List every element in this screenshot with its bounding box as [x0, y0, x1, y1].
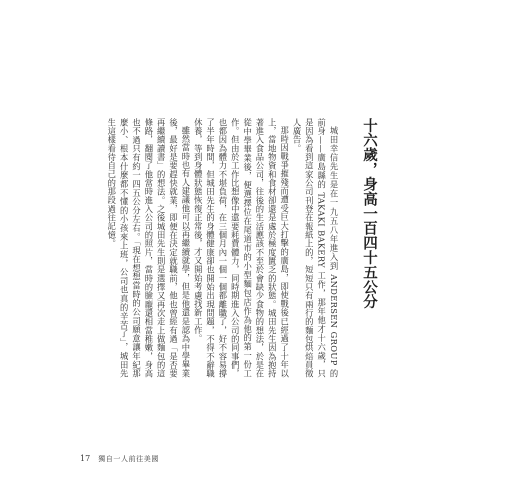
chapter-heading: 十六歲，身高一百四十五公分: [361, 118, 377, 310]
page-number: 17: [80, 454, 91, 463]
paragraph: 雖然當時也有人建議他可以再繼續就學，但是他還是認為中學畢業後，最好是要趕快就業，即便在決定就職前，他也曾經有過「是否要再繼續讀書」的想法。之後城田先生則是選擇又再次走上做麵包的這條路，翻閱了他當時進入公司的照片，當時的臉龐還相當稚嫩，身高也不過只有約一四五公分左右。「現在想想當時的公司願意讓年紀那麼小、根本什麼都不懂的小孩來上班，公司也真的辛苦了」，城田先生這樣看待自己的那段過往記憶。: [106, 118, 191, 378]
body-text: [105, 118, 340, 378]
running-title: 獨自一人前往美國: [98, 455, 159, 463]
paragraph: 那時因戰爭摧殘而遭受巨大打擊的廣島，即使戰後已經過了十年以上，當地物資和食材卻還是處於極度匱乏的狀態。城田先生因為抱持著進入食品公司，往後的生活應該不至於會缺少食物的想法，於是在從中學畢業後，便選擇位在尾道市的小型麵包店作為他的第一份工作。但由於工作比想像中還要耗費體力，同時期進入公司的同事們，也都因為體力不堪負荷，在三個月內一個一個都離職了，好不容易撐了半年時間，但城田先生的身體健康卻也開始出現問題，不得不辭職休養，等到身體狀態恢復正常後，才又開始考慮找新工作。: [193, 118, 290, 378]
paragraph: 城田幸信先生是在一九五八年進入到 ANDERSEN GROUP 的前身——廣島縣的 TAKAKI BAKERY 工作，那年他才十六歲，只是因為看到這家公司刊登在報紙上的，短短只有兩行的麵包烘焙員徵人廣告。: [291, 118, 339, 378]
page-footer: [80, 454, 159, 464]
